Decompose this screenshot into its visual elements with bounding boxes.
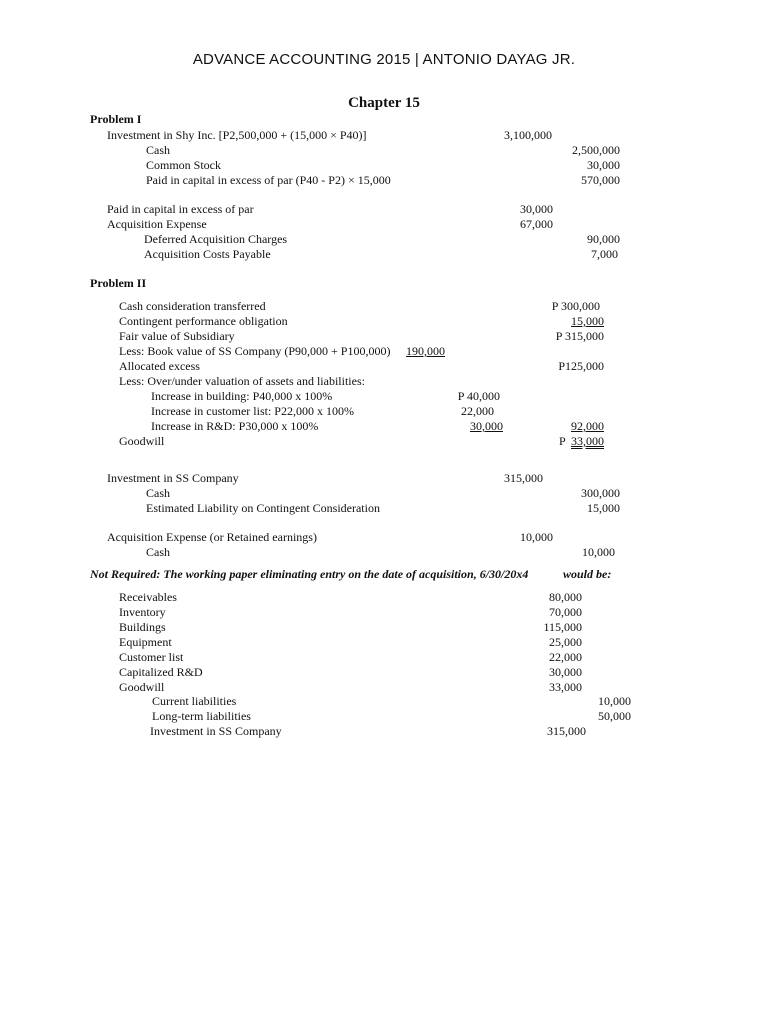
increase-label: Increase in building: P40,000 x 100%: [151, 389, 333, 403]
elimination-credit-account: Long-term liabilities: [152, 709, 251, 723]
elimination-credit-amount: 10,000: [598, 694, 631, 708]
increase-label: Increase in customer list: P22,000 x 100%: [151, 404, 354, 418]
elimination-credit-amount: 50,000: [598, 709, 631, 723]
elimination-debit-amount: 33,000: [549, 680, 582, 694]
increase-amount: P 40,000: [457, 389, 500, 403]
p1-entry2-credit-account: Deferred Acquisition Charges: [144, 232, 288, 246]
p1-entry1-credit-account: Cash: [146, 143, 170, 157]
schedule-label: Allocated excess: [119, 359, 200, 373]
elimination-debit-account: Receivables: [119, 590, 177, 604]
not-required-note: Not Required: The working paper eliminating entry on the date of acquisition, 6/30/20x4: [90, 567, 529, 581]
p1-entry2-credit-account: Acquisition Costs Payable: [144, 247, 271, 261]
p1-entry2-debit-account: Paid in capital in excess of par: [107, 202, 254, 216]
increase-amount: 22,000: [461, 404, 494, 418]
elimination-debit-account: Equipment: [119, 635, 172, 649]
goodwill-label: Goodwill: [119, 434, 165, 448]
schedule-label: Fair value of Subsidiary: [119, 329, 235, 343]
schedule-amount: P125,000: [558, 359, 604, 373]
elimination-investment-account: Investment in SS Company: [150, 724, 282, 738]
not-required-note-tail: would be:: [563, 567, 612, 581]
schedule-label: Less: Book value of SS Company (P90,000 + P100,000): [119, 344, 391, 358]
p1-entry1-credit-amount: 30,000: [587, 158, 620, 172]
p1-entry2-debit-amount: 30,000: [520, 202, 553, 216]
p1-entry1-credit-amount: 2,500,000: [572, 143, 620, 157]
elimination-debit-amount: 22,000: [549, 650, 582, 664]
elimination-debit-amount: 25,000: [549, 635, 582, 649]
elimination-debit-account: Customer list: [119, 650, 184, 664]
p2-entry2-debit-account: Acquisition Expense (or Retained earnings): [107, 530, 317, 544]
p2-entry1-credit-amount: 300,000: [581, 486, 620, 500]
p1-entry1-credit-amount: 570,000: [581, 173, 620, 187]
elimination-debit-account: Goodwill: [119, 680, 165, 694]
increase-amount: 30,000: [470, 419, 503, 433]
p2-entry2-debit-amount: 10,000: [520, 530, 553, 544]
problem-1-heading: Problem I: [90, 112, 142, 126]
p2-entry1-credit-amount: 15,000: [587, 501, 620, 515]
elimination-debit-amount: 70,000: [549, 605, 582, 619]
elimination-debit-amount: 115,000: [543, 620, 582, 634]
elimination-debit-amount: 80,000: [549, 590, 582, 604]
p2-entry1-debit-account: Investment in SS Company: [107, 471, 239, 485]
p1-entry2-credit-amount: 7,000: [591, 247, 618, 261]
chapter-title: Chapter 15: [348, 95, 420, 111]
goodwill-currency: P: [559, 434, 566, 448]
increase-label: Increase in R&D: P30,000 x 100%: [151, 419, 319, 433]
problem-2-heading: Problem II: [90, 276, 147, 290]
schedule-amount: 190,000: [406, 344, 445, 358]
schedule-label: Less: Over/under valuation of assets and liabilities:: [119, 374, 365, 388]
p2-entry2-credit-amount: 10,000: [582, 545, 615, 559]
increase-total: 92,000: [571, 419, 604, 433]
elimination-debit-account: Capitalized R&D: [119, 665, 203, 679]
schedule-amount: P 300,000: [551, 299, 600, 313]
p2-entry1-debit-amount: 315,000: [504, 471, 543, 485]
p2-entry2-credit-account: Cash: [146, 545, 170, 559]
p1-entry2-debit-account: Acquisition Expense: [107, 217, 207, 231]
p1-entry1-debit-account: Investment in Shy Inc. [P2,500,000 + (15,000 × P40)]: [107, 128, 367, 142]
elimination-credit-account: Current liabilities: [152, 694, 237, 708]
p2-entry1-credit-account: Cash: [146, 486, 170, 500]
schedule-amount: 15,000: [571, 314, 604, 328]
schedule-label: Cash consideration transferred: [119, 299, 266, 313]
p1-entry1-debit-amount: 3,100,000: [504, 128, 552, 142]
p1-entry2-debit-amount: 67,000: [520, 217, 553, 231]
elimination-debit-account: Buildings: [119, 620, 166, 634]
elimination-investment-amount: 315,000: [547, 724, 586, 738]
schedule-label: Contingent performance obligation: [119, 314, 288, 328]
elimination-debit-account: Inventory: [119, 605, 166, 619]
p1-entry1-credit-account: Common Stock: [146, 158, 222, 172]
document-header: ADVANCE ACCOUNTING 2015 | ANTONIO DAYAG JR.: [192, 51, 576, 68]
p2-entry1-credit-account: Estimated Liability on Contingent Consideration: [146, 501, 380, 515]
schedule-amount: P 315,000: [555, 329, 604, 343]
p1-entry1-credit-account: Paid in capital in excess of par (P40 - P2) × 15,000: [146, 173, 391, 187]
p1-entry2-credit-amount: 90,000: [587, 232, 620, 246]
goodwill-amount: 33,000: [571, 434, 604, 448]
elimination-debit-amount: 30,000: [549, 665, 582, 679]
